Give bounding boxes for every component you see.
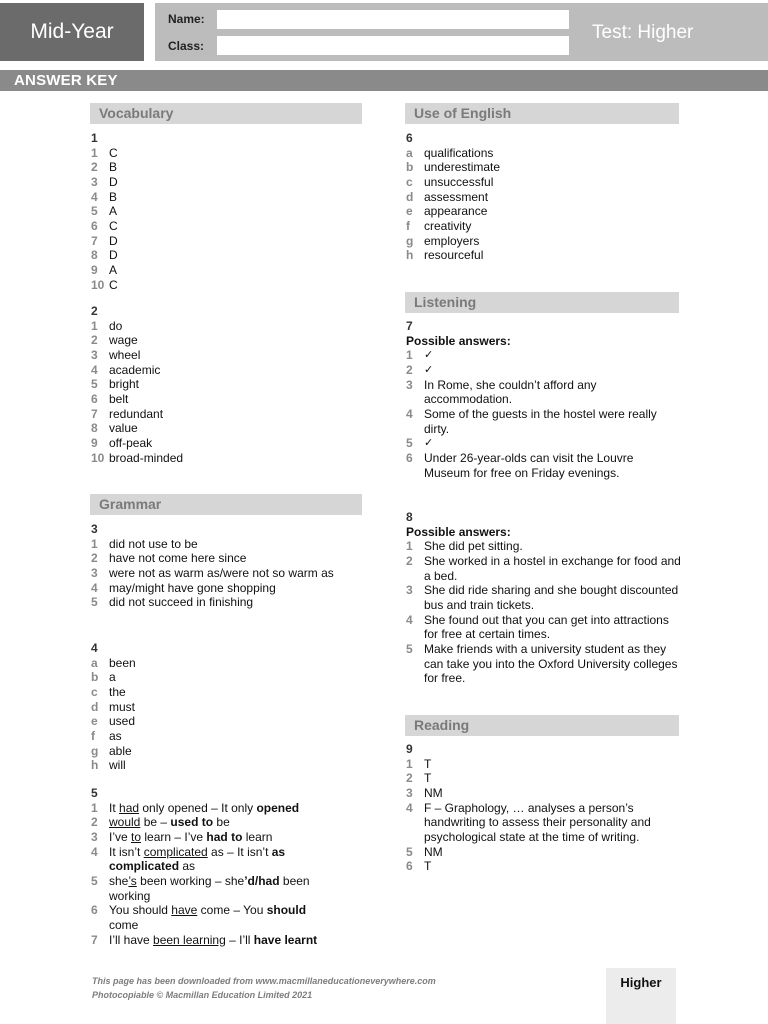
exercise-5 — [91, 786, 323, 947]
item-answer: employers — [424, 233, 480, 248]
answer-item — [91, 333, 361, 348]
item-answer: a — [109, 670, 116, 685]
answer-item — [91, 551, 361, 566]
exercise-4 — [91, 641, 361, 773]
answer-item — [91, 714, 361, 729]
answer-item — [91, 348, 361, 363]
item-answer: She did pet sitting. — [424, 539, 523, 554]
item-answer: D — [109, 174, 118, 189]
item-number: 3 — [406, 785, 413, 800]
answer-item — [406, 378, 678, 407]
footer-copyright: Photocopiable © Macmillan Education Limited 2021 — [92, 990, 313, 1000]
possible-answers-label: Possible answers: — [406, 524, 511, 539]
item-answer: B — [109, 189, 118, 204]
answer-item — [91, 815, 323, 830]
answer-item — [91, 656, 361, 671]
answer-item — [406, 190, 678, 205]
item-answer: she’s been working – she’d/had been working — [109, 873, 310, 903]
exercise-number: 6 — [406, 131, 413, 145]
item-number: 9 — [91, 262, 98, 277]
item-number: 5 — [406, 436, 413, 451]
item-number: a — [91, 655, 98, 670]
item-answer: did not succeed in finishing — [109, 595, 254, 610]
item-number: f — [406, 218, 410, 233]
item-number: 6 — [406, 450, 413, 465]
item-answer: the — [109, 684, 126, 699]
section-reading: Reading — [405, 715, 679, 736]
item-answer: wage — [109, 333, 138, 348]
answer-item — [91, 421, 361, 436]
answer-item — [91, 451, 361, 466]
item-number: 1 — [91, 318, 98, 333]
answer-item — [91, 700, 361, 715]
answer-item — [91, 729, 361, 744]
item-number: b — [91, 670, 99, 685]
item-number: 10 — [91, 277, 105, 292]
item-answer: NM — [424, 785, 443, 800]
item-answer: D — [109, 248, 118, 263]
answer-item — [91, 204, 361, 219]
item-number: 1 — [91, 145, 98, 160]
answer-item — [91, 595, 361, 610]
item-answer: She did ride sharing and she bought discounted bus and train tickets. — [424, 583, 679, 612]
item-number: 5 — [91, 204, 98, 219]
item-answer: ✓ — [424, 362, 434, 376]
answer-item — [91, 219, 361, 234]
answer-item — [406, 204, 678, 219]
item-number: 2 — [91, 551, 98, 566]
answer-item — [406, 613, 682, 642]
exercise-9 — [406, 742, 680, 874]
answer-item — [91, 903, 323, 932]
answer-item — [406, 757, 680, 772]
item-number: 4 — [91, 189, 98, 204]
item-answer: D — [109, 233, 118, 248]
item-number: c — [406, 174, 413, 189]
exercise-7 — [406, 319, 678, 480]
item-answer: C — [109, 277, 118, 292]
item-answer: resourceful — [424, 248, 484, 263]
item-answer: I’ll have been learning – I’ll have learnt — [109, 932, 318, 947]
answer-item — [406, 407, 678, 436]
answer-item — [406, 451, 678, 480]
item-number: 3 — [91, 174, 98, 189]
item-number: 3 — [91, 347, 98, 362]
item-number: 5 — [91, 873, 98, 888]
item-number: 2 — [91, 160, 98, 175]
item-answer: do — [109, 318, 123, 333]
item-number: 1 — [406, 348, 413, 363]
item-number: 7 — [91, 406, 98, 421]
item-number: 9 — [91, 435, 98, 450]
student-info-box — [155, 3, 768, 61]
exercise-number: 2 — [91, 304, 98, 318]
item-number: d — [406, 189, 414, 204]
item-answer: A — [109, 204, 118, 219]
item-number: 4 — [406, 406, 413, 421]
item-answer: been — [109, 655, 136, 670]
item-answer: A — [109, 262, 118, 277]
exercise-6 — [406, 131, 678, 263]
item-answer: must — [109, 699, 136, 714]
answer-item — [91, 363, 361, 378]
item-number: 4 — [91, 580, 98, 595]
answer-item — [406, 146, 678, 161]
item-answer: In Rome, she couldn’t afford any accommodation. — [424, 377, 597, 407]
answer-item — [406, 363, 678, 378]
exercise-number: 1 — [91, 131, 98, 145]
exercise-number: 4 — [91, 641, 98, 655]
item-number: 5 — [406, 844, 413, 859]
answer-item — [406, 348, 678, 363]
item-answer: T — [424, 771, 432, 786]
item-answer: value — [109, 421, 138, 436]
answer-item — [91, 830, 323, 845]
item-number: 4 — [406, 800, 413, 815]
item-answer: assessment — [424, 189, 489, 204]
answer-item — [91, 190, 361, 205]
answer-item — [406, 786, 680, 801]
item-answer: redundant — [109, 406, 164, 421]
exercise-number: 3 — [91, 522, 98, 536]
item-answer: F – Graphology, … analyses a person’s handwriting to assess their personality and psychological state at the time of writing. — [424, 800, 651, 844]
item-answer: wheel — [109, 347, 141, 362]
item-answer: appearance — [424, 204, 488, 219]
item-number: d — [91, 699, 99, 714]
answer-item — [406, 845, 680, 860]
item-number: 3 — [406, 377, 413, 392]
item-answer: C — [109, 218, 118, 233]
answer-item — [91, 537, 361, 552]
item-number: h — [406, 248, 414, 263]
section-listening: Listening — [405, 292, 679, 313]
item-number: g — [91, 743, 99, 758]
item-answer: NM — [424, 844, 443, 859]
item-number: 1 — [406, 756, 413, 771]
item-answer: It isn’t complicated as – It isn’t as complicated as — [109, 844, 286, 874]
exercise-2 — [91, 304, 361, 465]
answer-item — [406, 554, 682, 583]
answer-item — [91, 566, 361, 581]
item-answer: You should have come – You should come — [109, 903, 307, 932]
exercise-8 — [406, 510, 682, 686]
answer-item — [91, 845, 323, 874]
answer-item — [406, 539, 682, 554]
answer-item — [406, 436, 678, 451]
item-number: 8 — [91, 421, 98, 436]
possible-answers-label: Possible answers: — [406, 333, 511, 348]
exercise-number: 5 — [91, 786, 98, 800]
item-number: f — [91, 728, 95, 743]
answer-item — [406, 583, 682, 612]
item-number: 2 — [406, 771, 413, 786]
item-answer: were not as warm as/were not so warm as — [109, 565, 334, 580]
item-number: 4 — [91, 362, 98, 377]
item-answer: qualifications — [424, 145, 494, 160]
answer-item — [91, 146, 361, 161]
item-number: h — [91, 758, 99, 773]
item-answer: broad-minded — [109, 450, 184, 465]
section-use-of-english: Use of English — [405, 103, 679, 124]
item-answer: belt — [109, 391, 129, 406]
item-number: 6 — [91, 218, 98, 233]
answer-item — [406, 859, 680, 874]
answer-item — [91, 263, 361, 278]
answer-item — [91, 248, 361, 263]
exercise-1 — [91, 131, 361, 292]
item-number: 3 — [91, 565, 98, 580]
answer-item — [91, 685, 361, 700]
item-number: 3 — [406, 583, 413, 598]
answer-item — [91, 377, 361, 392]
answer-item — [91, 392, 361, 407]
item-number: g — [406, 233, 414, 248]
item-number: 5 — [406, 641, 413, 656]
exercise-number: 8 — [406, 510, 413, 524]
class-label: Class: — [168, 39, 205, 53]
test-level-label: Test: Higher — [592, 22, 694, 43]
item-number: 1 — [91, 800, 98, 815]
answer-item — [91, 801, 323, 816]
item-answer: unsuccessful — [424, 174, 494, 189]
answer-item — [91, 933, 323, 948]
item-answer: would be – used to be — [109, 815, 230, 830]
class-field[interactable] — [217, 36, 569, 55]
item-answer: I’ve to learn – I’ve had to learn — [109, 829, 273, 844]
name-label: Name: — [168, 12, 205, 26]
answer-item — [91, 744, 361, 759]
answer-item — [406, 219, 678, 234]
item-number: e — [406, 204, 413, 219]
answer-item — [91, 175, 361, 190]
item-answer: Some of the guests in the hostel were really dirty. — [424, 406, 657, 436]
item-answer: Make friends with a university student as they can take you into the Oxford University colleges for free. — [424, 641, 678, 686]
answer-item — [406, 248, 678, 263]
item-number: 6 — [91, 903, 98, 918]
answer-item — [91, 407, 361, 422]
answer-item — [91, 670, 361, 685]
item-number: 4 — [91, 844, 98, 859]
answer-item — [91, 160, 361, 175]
exercise-number: 7 — [406, 319, 413, 333]
item-answer: ✓ — [424, 436, 434, 450]
item-number: 3 — [91, 829, 98, 844]
item-number: 6 — [91, 391, 98, 406]
item-number: 7 — [91, 932, 98, 947]
item-number: 10 — [91, 450, 105, 465]
footer-download-note: This page has been downloaded from www.macmillaneducationeverywhere.com — [92, 976, 436, 986]
answer-item — [91, 278, 361, 293]
item-answer: creativity — [424, 218, 472, 233]
item-number: 2 — [406, 362, 413, 377]
answer-item — [406, 234, 678, 249]
item-answer: may/might have gone shopping — [109, 580, 276, 595]
answer-item — [406, 175, 678, 190]
item-answer: ✓ — [424, 348, 434, 362]
item-answer: academic — [109, 362, 161, 377]
item-answer: underestimate — [424, 160, 501, 175]
section-vocabulary: Vocabulary — [90, 103, 362, 124]
section-grammar: Grammar — [90, 494, 362, 515]
answer-item — [91, 234, 361, 249]
item-answer: used — [109, 714, 136, 729]
answer-item — [91, 758, 361, 773]
item-number: 4 — [406, 612, 413, 627]
answer-item — [406, 801, 680, 845]
answer-item — [91, 436, 361, 451]
item-number: 8 — [91, 248, 98, 263]
item-answer: will — [109, 758, 126, 773]
answer-key-banner: ANSWER KEY — [0, 70, 768, 91]
item-number: e — [91, 714, 98, 729]
item-number: 7 — [91, 233, 98, 248]
item-number: 1 — [91, 536, 98, 551]
item-answer: She worked in a hostel in exchange for food and a bed. — [424, 553, 681, 583]
item-number: 2 — [406, 553, 413, 568]
item-answer: C — [109, 145, 118, 160]
answer-item — [406, 771, 680, 786]
item-answer: as — [109, 728, 122, 743]
answer-item — [91, 319, 361, 334]
item-answer: did not use to be — [109, 536, 198, 551]
exercise-3 — [91, 522, 361, 610]
item-answer: able — [109, 743, 132, 758]
item-answer: T — [424, 859, 432, 874]
item-answer: She found out that you can get into attractions for free at certain times. — [424, 612, 669, 642]
item-number: 2 — [91, 815, 98, 830]
item-number: c — [91, 684, 98, 699]
item-answer: bright — [109, 377, 140, 392]
exercise-number: 9 — [406, 742, 413, 756]
item-number: a — [406, 145, 413, 160]
item-answer: It had only opened – It only opened — [109, 800, 300, 815]
item-number: 6 — [406, 859, 413, 874]
item-answer: Under 26-year-olds can visit the Louvre Museum for free on Friday evenings. — [424, 450, 634, 480]
answer-item — [91, 874, 323, 903]
item-number: 5 — [91, 595, 98, 610]
test-title: Mid-Year — [0, 3, 144, 61]
item-number: 5 — [91, 377, 98, 392]
item-answer: have not come here since — [109, 551, 247, 566]
answer-item — [406, 642, 682, 686]
item-number: 1 — [406, 539, 413, 554]
item-answer: T — [424, 756, 432, 771]
item-answer: B — [109, 160, 118, 175]
item-answer: off-peak — [109, 435, 153, 450]
name-field[interactable] — [217, 10, 569, 29]
answer-item — [406, 160, 678, 175]
item-number: 2 — [91, 333, 98, 348]
level-badge: Higher — [606, 968, 676, 1024]
answer-item — [91, 581, 361, 596]
item-number: b — [406, 160, 414, 175]
